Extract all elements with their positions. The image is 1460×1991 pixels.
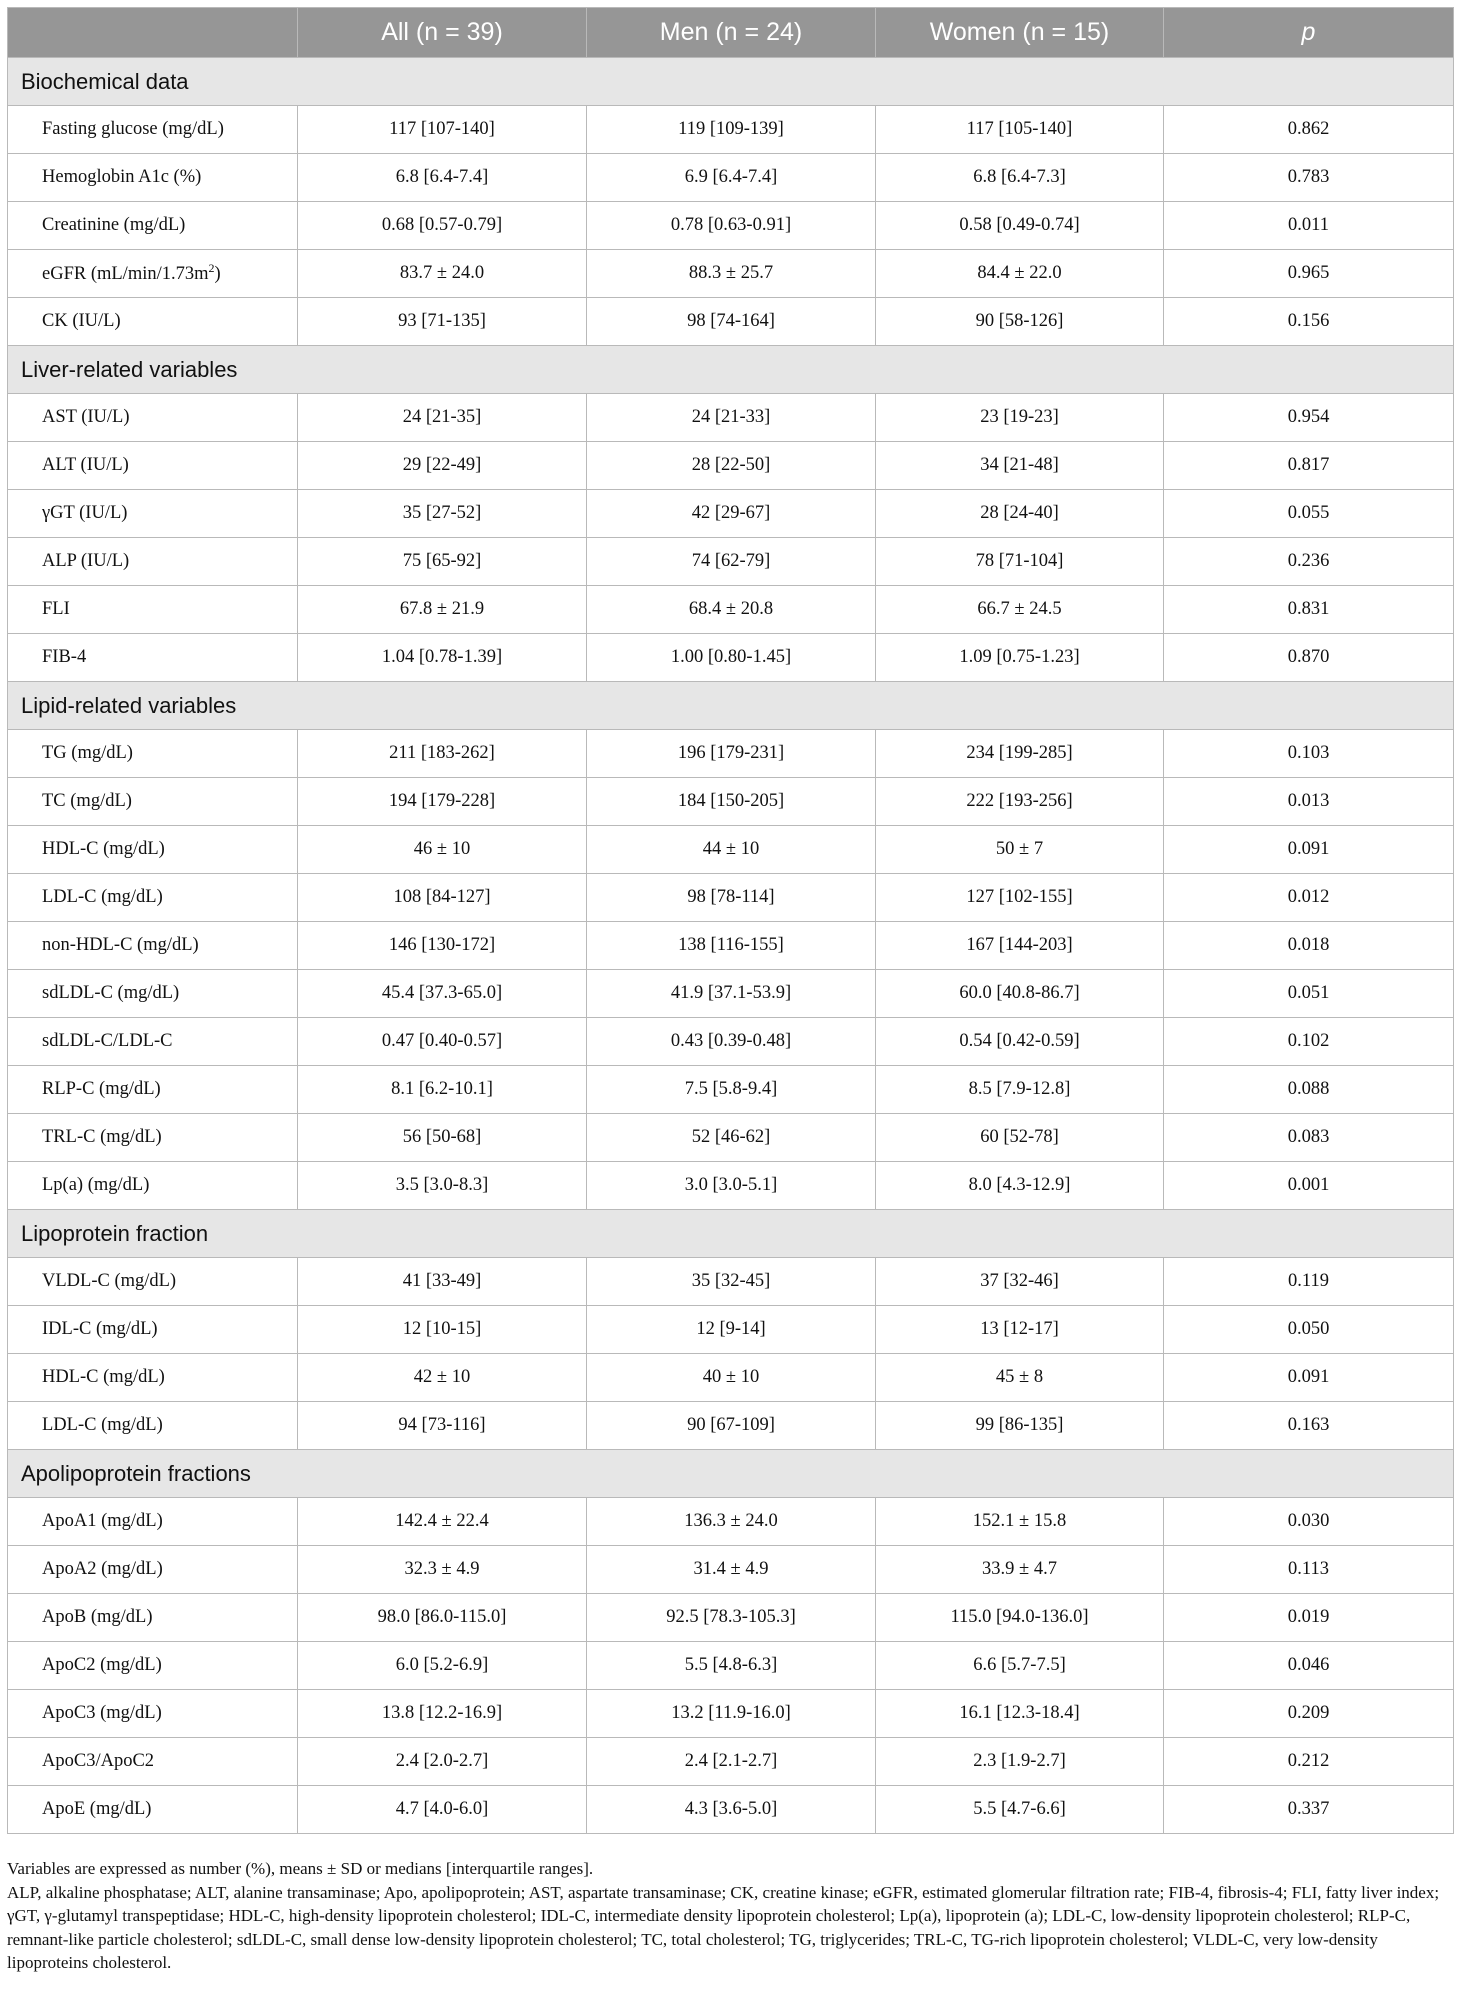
table-container: [7, 7, 1453, 1834]
table-row: [8, 394, 1454, 442]
cell-men: 7.5 [5.8-9.4]: [587, 1066, 876, 1114]
cell-all: 46 ± 10: [298, 826, 587, 874]
row-label-text: Lp(a) (mg/dL): [42, 1175, 150, 1195]
table-row: [8, 1114, 1454, 1162]
cell-women: 6.8 [6.4-7.3]: [876, 154, 1164, 202]
cell-women: 222 [193-256]: [876, 778, 1164, 826]
cell-p-value: 0.012: [1164, 874, 1454, 922]
cell-women: 115.0 [94.0-136.0]: [876, 1594, 1164, 1642]
section-header-row: [8, 346, 1454, 394]
cell-p-value: 0.209: [1164, 1690, 1454, 1738]
cell-men: 13.2 [11.9-16.0]: [587, 1690, 876, 1738]
cell-men: 52 [46-62]: [587, 1114, 876, 1162]
cell-p-value: 0.783: [1164, 154, 1454, 202]
header-cell-all: All (n = 39): [298, 8, 587, 58]
cell-p-value: 0.103: [1164, 730, 1454, 778]
cell-p-value: 0.091: [1164, 1354, 1454, 1402]
table-row: [8, 586, 1454, 634]
cell-men: 41.9 [37.1-53.9]: [587, 970, 876, 1018]
row-label-text: LDL-C (mg/dL): [42, 1415, 163, 1435]
header-cell-p: p: [1164, 8, 1454, 58]
cell-all: 42 ± 10: [298, 1354, 587, 1402]
cell-p-value: 0.051: [1164, 970, 1454, 1018]
cell-p-value: 0.156: [1164, 298, 1454, 346]
table-row: [8, 1642, 1454, 1690]
table-row: [8, 1402, 1454, 1450]
row-label-text: VLDL-C (mg/dL): [42, 1271, 177, 1291]
cell-all: 75 [65-92]: [298, 538, 587, 586]
row-label-superscript: 2: [208, 261, 215, 276]
table-row: [8, 730, 1454, 778]
table-row: [8, 1018, 1454, 1066]
row-label: [8, 586, 298, 634]
table-row: [8, 778, 1454, 826]
section-title: Biochemical data: [8, 58, 1454, 106]
cell-women: 78 [71-104]: [876, 538, 1164, 586]
table-row: [8, 1354, 1454, 1402]
cell-p-value: 0.212: [1164, 1738, 1454, 1786]
cell-women: 84.4 ± 22.0: [876, 250, 1164, 298]
row-label-text: sdLDL-C (mg/dL): [42, 983, 180, 1003]
cell-men: 6.9 [6.4-7.4]: [587, 154, 876, 202]
cell-p-value: 0.030: [1164, 1498, 1454, 1546]
row-label-text: AST (IU/L): [42, 407, 130, 427]
cell-men: 5.5 [4.8-6.3]: [587, 1642, 876, 1690]
cell-all: 45.4 [37.3-65.0]: [298, 970, 587, 1018]
row-label: [8, 1402, 298, 1450]
cell-women: 6.6 [5.7-7.5]: [876, 1642, 1164, 1690]
row-label: [8, 1306, 298, 1354]
table-row: [8, 538, 1454, 586]
cell-men: 138 [116-155]: [587, 922, 876, 970]
cell-p-value: 0.083: [1164, 1114, 1454, 1162]
cell-p-value: 0.013: [1164, 778, 1454, 826]
table-row: [8, 970, 1454, 1018]
row-label-text: CK (IU/L): [42, 311, 121, 331]
cell-all: 41 [33-49]: [298, 1258, 587, 1306]
cell-all: 6.8 [6.4-7.4]: [298, 154, 587, 202]
cell-p-value: 0.018: [1164, 922, 1454, 970]
cell-p-value: 0.954: [1164, 394, 1454, 442]
row-label-text: Hemoglobin A1c (%): [42, 167, 202, 187]
cell-women: 117 [105-140]: [876, 106, 1164, 154]
cell-all: 93 [71-135]: [298, 298, 587, 346]
cell-women: 1.09 [0.75-1.23]: [876, 634, 1164, 682]
cell-p-value: 0.119: [1164, 1258, 1454, 1306]
row-label-text: TRL-C (mg/dL): [42, 1127, 162, 1147]
row-label-text: IDL-C (mg/dL): [42, 1319, 158, 1339]
row-label: [8, 250, 298, 298]
cell-men: 4.3 [3.6-5.0]: [587, 1786, 876, 1834]
row-label-text: Fasting glucose (mg/dL): [42, 119, 224, 139]
row-label: [8, 970, 298, 1018]
cell-p-value: 0.019: [1164, 1594, 1454, 1642]
table-row: [8, 490, 1454, 538]
row-label-text: ApoC3/ApoC2: [42, 1751, 155, 1771]
section-header-row: [8, 58, 1454, 106]
cell-all: 146 [130-172]: [298, 922, 587, 970]
cell-men: 40 ± 10: [587, 1354, 876, 1402]
row-label: [8, 634, 298, 682]
cell-men: 136.3 ± 24.0: [587, 1498, 876, 1546]
cell-women: 34 [21-48]: [876, 442, 1164, 490]
cell-men: 2.4 [2.1-2.7]: [587, 1738, 876, 1786]
row-label-text: ApoC2 (mg/dL): [42, 1655, 162, 1675]
cell-all: 142.4 ± 22.4: [298, 1498, 587, 1546]
cell-p-value: 0.337: [1164, 1786, 1454, 1834]
section-header-row: [8, 1450, 1454, 1498]
table-row: [8, 1066, 1454, 1114]
table-row: [8, 154, 1454, 202]
row-label-text: Creatinine (mg/dL): [42, 215, 186, 235]
cell-men: 196 [179-231]: [587, 730, 876, 778]
cell-men: 35 [32-45]: [587, 1258, 876, 1306]
row-label: [8, 778, 298, 826]
row-label: [8, 490, 298, 538]
cell-all: 67.8 ± 21.9: [298, 586, 587, 634]
cell-women: 5.5 [4.7-6.6]: [876, 1786, 1164, 1834]
cell-p-value: 0.817: [1164, 442, 1454, 490]
cell-p-value: 0.102: [1164, 1018, 1454, 1066]
cell-women: 234 [199-285]: [876, 730, 1164, 778]
table-row: [8, 1162, 1454, 1210]
cell-women: 167 [144-203]: [876, 922, 1164, 970]
table-row: [8, 1786, 1454, 1834]
row-label-text: ApoE (mg/dL): [42, 1799, 152, 1819]
cell-women: 0.58 [0.49-0.74]: [876, 202, 1164, 250]
cell-women: 152.1 ± 15.8: [876, 1498, 1164, 1546]
cell-p-value: 0.001: [1164, 1162, 1454, 1210]
table-body: [8, 58, 1454, 1834]
footnote-abbreviations: ALP, alkaline phosphatase; ALT, alanine transaminase; Apo, apolipoprotein; AST, aspartate transaminase; CK, creatine kinase; eGFR, estimated glomerular filtration rate; FIB-4, fibrosis-4; FLI, fatty liver index; γGT, γ-glutamyl transpeptidase; HDL-C, high-density lipoprotein cholesterol; IDL-C, intermediate density lipoprotein cholesterol; Lp(a), lipoprotein (a); LDL-C, low-density lipoprotein cholesterol; RLP-C, remnant-like particle cholesterol; sdLDL-C, small dense low-density lipoprotein cholesterol; TC, total cholesterol; TG, triglycerides; TRL-C, TG-rich lipoprotein cholesterol; VLDL-C, very low-density lipoproteins cholesterol.: [7, 1882, 1440, 1972]
cell-women: 60.0 [40.8-86.7]: [876, 970, 1164, 1018]
row-label: [8, 1114, 298, 1162]
cell-men: 12 [9-14]: [587, 1306, 876, 1354]
table-row: [8, 1738, 1454, 1786]
cell-all: 108 [84-127]: [298, 874, 587, 922]
row-label-text: ALP (IU/L): [42, 551, 130, 571]
cell-all: 0.68 [0.57-0.79]: [298, 202, 587, 250]
row-label: [8, 154, 298, 202]
cell-women: 16.1 [12.3-18.4]: [876, 1690, 1164, 1738]
row-label: [8, 1594, 298, 1642]
cell-women: 37 [32-46]: [876, 1258, 1164, 1306]
cell-men: 42 [29-67]: [587, 490, 876, 538]
cell-women: 99 [86-135]: [876, 1402, 1164, 1450]
table-row: [8, 202, 1454, 250]
cell-women: 45 ± 8: [876, 1354, 1164, 1402]
row-label-text: FLI: [42, 599, 70, 619]
row-label: [8, 202, 298, 250]
cell-all: 29 [22-49]: [298, 442, 587, 490]
row-label: [8, 442, 298, 490]
cell-men: 88.3 ± 25.7: [587, 250, 876, 298]
cell-all: 6.0 [5.2-6.9]: [298, 1642, 587, 1690]
row-label: [8, 298, 298, 346]
row-label: [8, 730, 298, 778]
table-footnotes: [7, 1857, 1453, 1975]
cell-men: 184 [150-205]: [587, 778, 876, 826]
row-label-text: HDL-C (mg/dL): [42, 1367, 165, 1387]
cell-p-value: 0.870: [1164, 634, 1454, 682]
cell-all: 83.7 ± 24.0: [298, 250, 587, 298]
row-label: [8, 1642, 298, 1690]
row-label: [8, 922, 298, 970]
cell-all: 13.8 [12.2-16.9]: [298, 1690, 587, 1738]
row-label: [8, 1018, 298, 1066]
cell-all: 56 [50-68]: [298, 1114, 587, 1162]
row-label-text: ApoB (mg/dL): [42, 1607, 153, 1627]
cell-women: 0.54 [0.42-0.59]: [876, 1018, 1164, 1066]
table-row: [8, 634, 1454, 682]
table-row: [8, 1306, 1454, 1354]
cell-men: 1.00 [0.80-1.45]: [587, 634, 876, 682]
cell-p-value: 0.965: [1164, 250, 1454, 298]
row-label: [8, 394, 298, 442]
cell-women: 2.3 [1.9-2.7]: [876, 1738, 1164, 1786]
header-cell-women: Women (n = 15): [876, 8, 1164, 58]
footnote-expression: Variables are expressed as number (%), means ± SD or medians [interquartile ranges].: [7, 1859, 594, 1878]
section-header-row: [8, 1210, 1454, 1258]
table-row: [8, 922, 1454, 970]
cell-all: 0.47 [0.40-0.57]: [298, 1018, 587, 1066]
table-row: [8, 442, 1454, 490]
section-title: Lipid-related variables: [8, 682, 1454, 730]
cell-all: 117 [107-140]: [298, 106, 587, 154]
cell-men: 90 [67-109]: [587, 1402, 876, 1450]
header-cell-variable: [8, 8, 298, 58]
cell-p-value: 0.091: [1164, 826, 1454, 874]
table-row: [8, 1258, 1454, 1306]
cell-p-value: 0.236: [1164, 538, 1454, 586]
cell-men: 0.78 [0.63-0.91]: [587, 202, 876, 250]
cell-men: 98 [74-164]: [587, 298, 876, 346]
row-label: [8, 106, 298, 154]
row-label-text: eGFR (mL/min/1.73m: [42, 264, 209, 285]
cell-men: 44 ± 10: [587, 826, 876, 874]
row-label: [8, 826, 298, 874]
row-label: [8, 874, 298, 922]
cell-men: 28 [22-50]: [587, 442, 876, 490]
cell-men: 119 [109-139]: [587, 106, 876, 154]
cell-women: 50 ± 7: [876, 826, 1164, 874]
cell-men: 0.43 [0.39-0.48]: [587, 1018, 876, 1066]
section-title: Apolipoprotein fractions: [8, 1450, 1454, 1498]
cell-all: 98.0 [86.0-115.0]: [298, 1594, 587, 1642]
row-label: [8, 1690, 298, 1738]
cell-all: 194 [179-228]: [298, 778, 587, 826]
cell-men: 98 [78-114]: [587, 874, 876, 922]
row-label: [8, 1258, 298, 1306]
section-title: Liver-related variables: [8, 346, 1454, 394]
cell-p-value: 0.050: [1164, 1306, 1454, 1354]
row-label: [8, 1162, 298, 1210]
cell-men: 92.5 [78.3-105.3]: [587, 1594, 876, 1642]
cell-all: 1.04 [0.78-1.39]: [298, 634, 587, 682]
cell-p-value: 0.831: [1164, 586, 1454, 634]
row-label-text: non-HDL-C (mg/dL): [42, 935, 199, 955]
cell-men: 74 [62-79]: [587, 538, 876, 586]
cell-all: 3.5 [3.0-8.3]: [298, 1162, 587, 1210]
cell-all: 24 [21-35]: [298, 394, 587, 442]
row-label-text: γGT (IU/L): [42, 503, 128, 523]
cell-women: 13 [12-17]: [876, 1306, 1164, 1354]
cell-men: 3.0 [3.0-5.1]: [587, 1162, 876, 1210]
cell-women: 28 [24-40]: [876, 490, 1164, 538]
row-label: [8, 1354, 298, 1402]
cell-women: 8.5 [7.9-12.8]: [876, 1066, 1164, 1114]
cell-p-value: 0.163: [1164, 1402, 1454, 1450]
row-label-text: HDL-C (mg/dL): [42, 839, 165, 859]
row-label-suffix: ): [214, 264, 221, 285]
cell-women: 33.9 ± 4.7: [876, 1546, 1164, 1594]
header-cell-men: Men (n = 24): [587, 8, 876, 58]
row-label: [8, 538, 298, 586]
table-row: [8, 1594, 1454, 1642]
table-row: [8, 1690, 1454, 1738]
row-label: [8, 1546, 298, 1594]
row-label: [8, 1498, 298, 1546]
row-label: [8, 1066, 298, 1114]
table-row: [8, 1498, 1454, 1546]
row-label-text: ALT (IU/L): [42, 455, 129, 475]
cell-men: 68.4 ± 20.8: [587, 586, 876, 634]
cell-p-value: 0.088: [1164, 1066, 1454, 1114]
cell-men: 31.4 ± 4.9: [587, 1546, 876, 1594]
cell-women: 66.7 ± 24.5: [876, 586, 1164, 634]
row-label-text: ApoA1 (mg/dL): [42, 1511, 163, 1531]
cell-all: 32.3 ± 4.9: [298, 1546, 587, 1594]
table-row: [8, 250, 1454, 298]
row-label-text: TC (mg/dL): [42, 791, 132, 811]
cell-p-value: 0.862: [1164, 106, 1454, 154]
cell-all: 8.1 [6.2-10.1]: [298, 1066, 587, 1114]
table-row: [8, 298, 1454, 346]
row-label-text: LDL-C (mg/dL): [42, 887, 163, 907]
cell-women: 23 [19-23]: [876, 394, 1164, 442]
row-label: [8, 1786, 298, 1834]
row-label: [8, 1738, 298, 1786]
table-row: [8, 874, 1454, 922]
cell-p-value: 0.113: [1164, 1546, 1454, 1594]
section-header-row: [8, 682, 1454, 730]
cell-all: 12 [10-15]: [298, 1306, 587, 1354]
table-row: [8, 106, 1454, 154]
cell-women: 8.0 [4.3-12.9]: [876, 1162, 1164, 1210]
cell-p-value: 0.011: [1164, 202, 1454, 250]
data-table: [7, 7, 1454, 1834]
header-row: [8, 8, 1454, 58]
row-label-text: sdLDL-C/LDL-C: [42, 1031, 173, 1051]
section-title: Lipoprotein fraction: [8, 1210, 1454, 1258]
row-label-text: ApoA2 (mg/dL): [42, 1559, 163, 1579]
table-header: [8, 8, 1454, 58]
cell-all: 2.4 [2.0-2.7]: [298, 1738, 587, 1786]
cell-p-value: 0.055: [1164, 490, 1454, 538]
row-label-text: ApoC3 (mg/dL): [42, 1703, 162, 1723]
cell-all: 4.7 [4.0-6.0]: [298, 1786, 587, 1834]
table-row: [8, 1546, 1454, 1594]
table-row: [8, 826, 1454, 874]
cell-all: 35 [27-52]: [298, 490, 587, 538]
cell-men: 24 [21-33]: [587, 394, 876, 442]
row-label-text: TG (mg/dL): [42, 743, 133, 763]
cell-women: 127 [102-155]: [876, 874, 1164, 922]
row-label-text: FIB-4: [42, 647, 87, 667]
cell-p-value: 0.046: [1164, 1642, 1454, 1690]
cell-women: 90 [58-126]: [876, 298, 1164, 346]
row-label-text: RLP-C (mg/dL): [42, 1079, 161, 1099]
cell-all: 211 [183-262]: [298, 730, 587, 778]
cell-all: 94 [73-116]: [298, 1402, 587, 1450]
cell-women: 60 [52-78]: [876, 1114, 1164, 1162]
